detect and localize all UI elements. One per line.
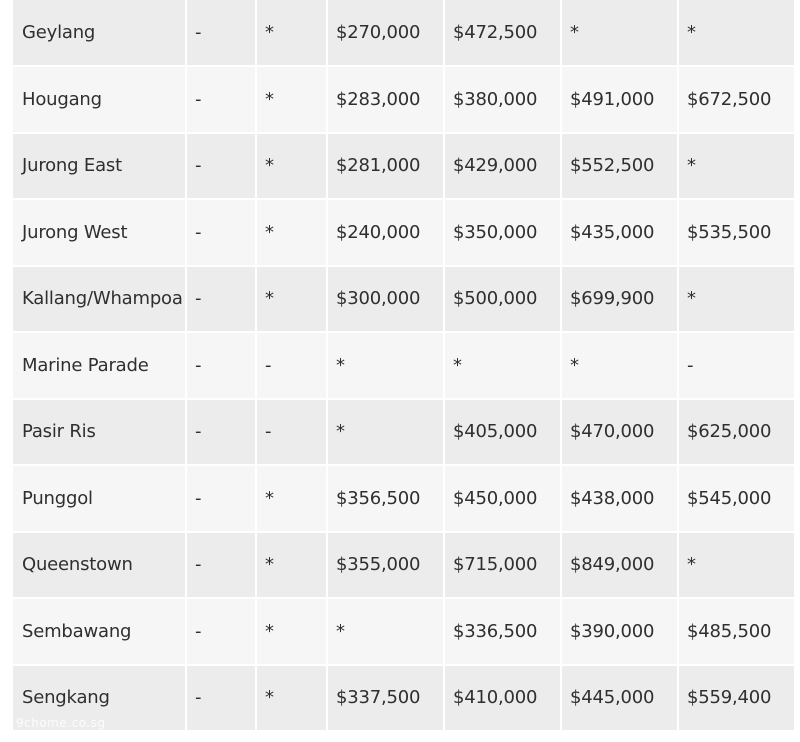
price-cell: $283,000 [326,65,443,132]
price-cell: $625,000 [677,398,794,465]
price-cell: $849,000 [560,531,677,598]
town-cell: Sengkang [13,664,185,731]
table-row [13,0,794,65]
price-cell: - [185,265,255,332]
price-cell: $435,000 [560,198,677,265]
price-cell: $445,000 [560,664,677,731]
price-cell: $470,000 [560,398,677,465]
town-cell: Pasir Ris [13,398,185,465]
price-cell: $300,000 [326,265,443,332]
price-cell: * [255,664,326,731]
price-cell: - [255,398,326,465]
table-row [13,65,794,132]
price-cell: * [677,0,794,65]
price-cell: - [185,664,255,731]
price-cell: * [255,198,326,265]
price-cell: $336,500 [443,597,560,664]
price-cell: $281,000 [326,132,443,199]
resale-price-table [13,0,794,730]
price-cell: $410,000 [443,664,560,731]
price-cell: * [326,398,443,465]
price-cell: * [255,531,326,598]
town-cell: Sembawang [13,597,185,664]
price-cell: * [255,464,326,531]
price-cell: - [185,0,255,65]
table-row [13,597,794,664]
price-cell: $535,500 [677,198,794,265]
town-cell: Kallang/Whampoa [13,265,185,332]
town-cell: Marine Parade [13,331,185,398]
price-cell: $559,400 [677,664,794,731]
town-cell: Geylang [13,0,185,65]
price-cell: - [185,531,255,598]
price-cell: $450,000 [443,464,560,531]
price-cell: $715,000 [443,531,560,598]
price-cell: * [255,597,326,664]
price-cell: $699,900 [560,265,677,332]
price-cell: - [185,398,255,465]
price-cell: $240,000 [326,198,443,265]
price-cell: - [185,65,255,132]
table-row [13,531,794,598]
price-cell: * [677,531,794,598]
table-row [13,464,794,531]
price-cell: * [255,65,326,132]
price-cell: - [255,331,326,398]
watermark: 9chome.co.sg [16,716,106,730]
price-cell: - [185,198,255,265]
price-cell: * [326,597,443,664]
town-cell: Jurong East [13,132,185,199]
price-cell: $270,000 [326,0,443,65]
price-cell: - [677,331,794,398]
price-cell: * [560,0,677,65]
price-cell: $472,500 [443,0,560,65]
price-cell: $485,500 [677,597,794,664]
price-cell: $672,500 [677,65,794,132]
price-cell: * [255,265,326,332]
price-cell: * [560,331,677,398]
price-cell: * [255,0,326,65]
town-cell: Punggol [13,464,185,531]
town-cell: Queenstown [13,531,185,598]
price-cell: $438,000 [560,464,677,531]
town-cell: Jurong West [13,198,185,265]
price-cell: $500,000 [443,265,560,332]
price-cell: * [255,132,326,199]
table-row [13,331,794,398]
price-cell: - [185,132,255,199]
price-cell: $545,000 [677,464,794,531]
price-cell: $552,500 [560,132,677,199]
price-cell: $380,000 [443,65,560,132]
price-cell: - [185,597,255,664]
price-cell: * [326,331,443,398]
price-cell: $491,000 [560,65,677,132]
price-cell: $337,500 [326,664,443,731]
price-cell: - [185,331,255,398]
price-cell: $356,500 [326,464,443,531]
price-cell: - [185,464,255,531]
table-row [13,265,794,332]
table-row [13,198,794,265]
price-cell: $405,000 [443,398,560,465]
price-cell: * [677,265,794,332]
table-row [13,132,794,199]
table-row [13,398,794,465]
town-cell: Hougang [13,65,185,132]
price-cell: $355,000 [326,531,443,598]
price-cell: $390,000 [560,597,677,664]
price-cell: $350,000 [443,198,560,265]
price-cell: $429,000 [443,132,560,199]
price-cell: * [443,331,560,398]
table-row [13,664,794,731]
price-cell: * [677,132,794,199]
